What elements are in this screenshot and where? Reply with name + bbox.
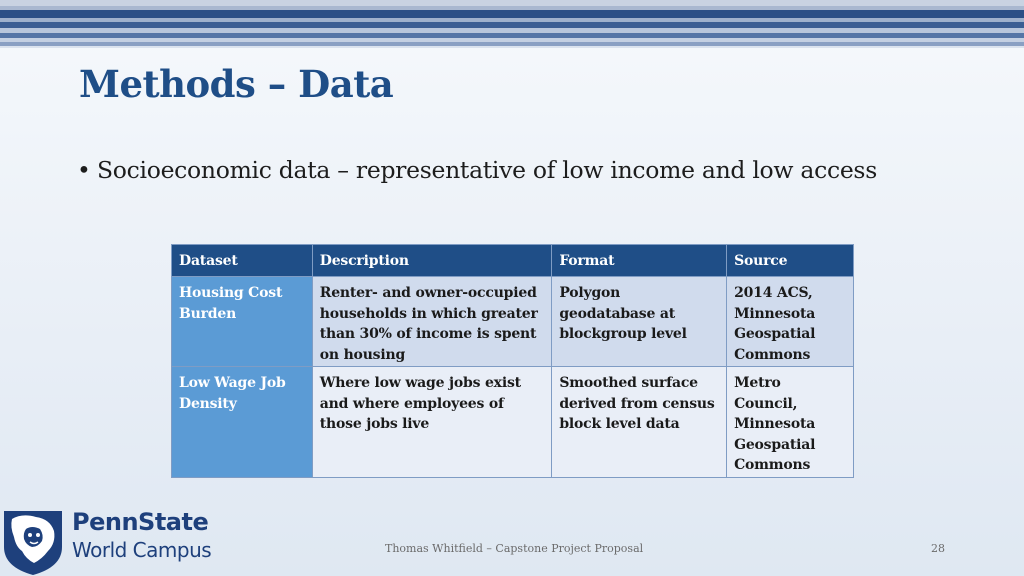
footer-text: Thomas Whitfield – Capstone Project Proposal: [385, 542, 644, 555]
bullet-marker: •: [77, 156, 91, 184]
data-table: [171, 244, 854, 478]
header-format: Format: [552, 245, 727, 277]
logo-line1: PennState: [72, 508, 209, 536]
cell-format: Polygon geodatabase at blockgroup level: [552, 277, 727, 367]
bullet-item: [77, 156, 877, 184]
table-row: [172, 277, 854, 367]
table-header-row: [172, 245, 854, 277]
cell-source: 2014 ACS, Minnesota Geospatial Commons: [727, 277, 854, 367]
page-number: 28: [931, 542, 945, 555]
cell-description: Where low wage jobs exist and where employees of those jobs live: [312, 367, 552, 478]
cell-dataset: Low Wage Job Density: [172, 367, 313, 478]
header-dataset: Dataset: [172, 245, 313, 277]
logo-line2: World Campus: [72, 538, 212, 562]
slide-title: Methods – Data: [79, 62, 394, 106]
bullet-text: Socioeconomic data – representative of low income and low access: [97, 156, 877, 184]
header-stripes: [0, 0, 1024, 48]
header-source: Source: [727, 245, 854, 277]
table-row: [172, 367, 854, 478]
cell-source: Metro Council, Minnesota Geospatial Commons: [727, 367, 854, 478]
cell-description: Renter- and owner-occupied households in which greater than 30% of income is spent on housing: [312, 277, 552, 367]
header-description: Description: [312, 245, 552, 277]
cell-dataset: Housing Cost Burden: [172, 277, 313, 367]
cell-format: Smoothed surface derived from census block level data: [552, 367, 727, 478]
